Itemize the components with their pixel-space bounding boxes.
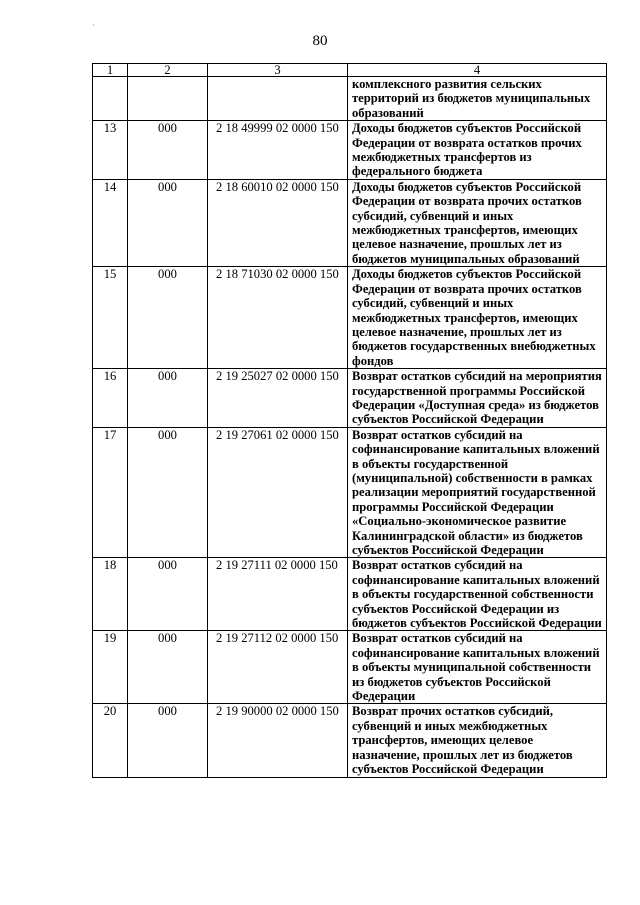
table-row	[93, 558, 607, 631]
admin-code: 000	[128, 267, 208, 369]
admin-code: 000	[128, 427, 208, 558]
row-number	[93, 77, 128, 121]
row-number: 13	[93, 121, 128, 180]
income-description: Возврат остатков субсидий на софинансирование капитальных вложений в объекты государственной (муниципальной) собственности в рамках реализации мероприятий государственной программы Российской Федерации «Социально-экономическое развитие Калининградской области» из бюджетов субъектов Российской Федерации	[348, 427, 607, 558]
admin-code: 000	[128, 179, 208, 266]
column-header-1: 1	[93, 64, 128, 77]
budget-classification-code: 2 18 71030 02 0000 150	[208, 267, 348, 369]
table-row	[93, 179, 607, 266]
admin-code: 000	[128, 558, 208, 631]
page-number: 80	[312, 33, 328, 49]
budget-classification-code: 2 19 27112 02 0000 150	[208, 631, 348, 704]
column-header-2: 2	[128, 64, 208, 77]
admin-code: 000	[128, 704, 208, 777]
income-description: Доходы бюджетов субъектов Российской Федерации от возврата прочих остатков субсидий, субвенций и иных межбюджетных трансфертов, имеющих целевое назначение, прошлых лет из бюджетов государственных внебюджетных фондов	[348, 267, 607, 369]
table-header-row	[93, 64, 607, 77]
table-row	[93, 77, 607, 121]
income-description: комплексного развития сельских территорий из бюджетов муниципальных образований	[348, 77, 607, 121]
row-number: 19	[93, 631, 128, 704]
scan-speck: ·	[92, 21, 95, 30]
table-row	[93, 427, 607, 558]
table-row	[93, 267, 607, 369]
table-row	[93, 704, 607, 777]
table-row	[93, 369, 607, 428]
budget-classification-code: 2 19 27061 02 0000 150	[208, 427, 348, 558]
income-description: Возврат остатков субсидий на софинансирование капитальных вложений в объекты муниципальной собственности из бюджетов субъектов Российской Федерации	[348, 631, 607, 704]
table-row	[93, 121, 607, 180]
income-description: Возврат остатков субсидий на софинансирование капитальных вложений в объекты государственной собственности субъектов Российской Федерации из бюджетов субъектов Российской Федерации	[348, 558, 607, 631]
income-description: Возврат прочих остатков субсидий, субвенций и иных межбюджетных трансфертов, имеющих целевое назначение, прошлых лет из бюджетов субъектов Российской Федерации	[348, 704, 607, 777]
admin-code	[128, 77, 208, 121]
income-description: Доходы бюджетов субъектов Российской Федерации от возврата прочих остатков субсидий, субвенций и иных межбюджетных трансфертов, имеющих целевое назначение, прошлых лет из бюджетов муниципальных образований	[348, 179, 607, 266]
income-description: Доходы бюджетов субъектов Российской Федерации от возврата остатков прочих межбюджетных трансфертов из федерального бюджета	[348, 121, 607, 180]
budget-codes-table	[92, 63, 607, 778]
column-header-3: 3	[208, 64, 348, 77]
row-number: 15	[93, 267, 128, 369]
budget-classification-code: 2 18 60010 02 0000 150	[208, 179, 348, 266]
column-header-4: 4	[348, 64, 607, 77]
budget-classification-code: 2 19 25027 02 0000 150	[208, 369, 348, 428]
row-number: 20	[93, 704, 128, 777]
budget-classification-code: 2 19 90000 02 0000 150	[208, 704, 348, 777]
row-number: 17	[93, 427, 128, 558]
budget-classification-code	[208, 77, 348, 121]
admin-code: 000	[128, 369, 208, 428]
income-description: Возврат остатков субсидий на мероприятия государственной программы Российской Федерации «Доступная среда» из бюджетов субъектов Российской Федерации	[348, 369, 607, 428]
row-number: 14	[93, 179, 128, 266]
admin-code: 000	[128, 631, 208, 704]
budget-classification-code: 2 19 27111 02 0000 150	[208, 558, 348, 631]
budget-classification-code: 2 18 49999 02 0000 150	[208, 121, 348, 180]
row-number: 16	[93, 369, 128, 428]
row-number: 18	[93, 558, 128, 631]
admin-code: 000	[128, 121, 208, 180]
table-row	[93, 631, 607, 704]
